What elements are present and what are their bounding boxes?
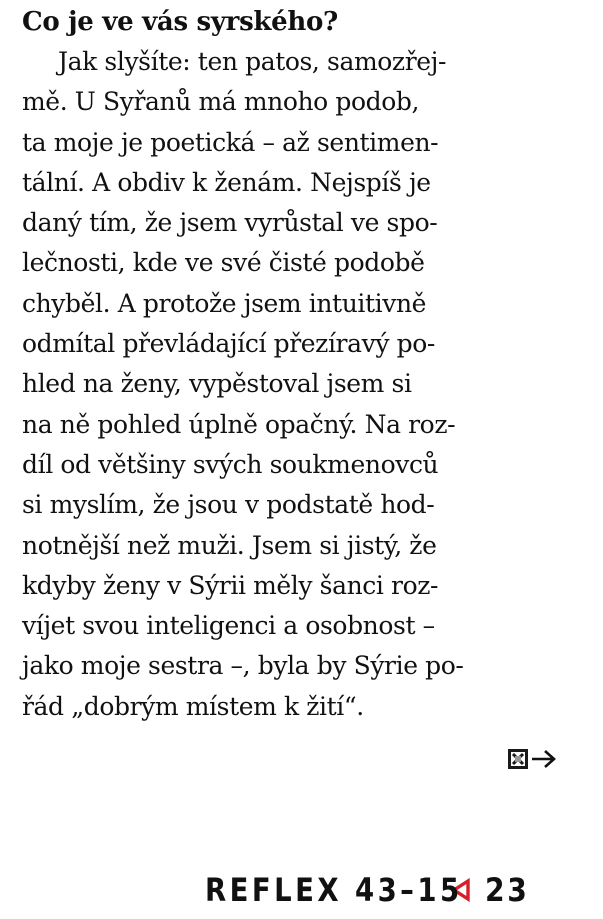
- text-line: víjet svou inteligenci a osobnost –: [22, 611, 435, 641]
- text-line: chyběl. A protože jsem intuitivně: [22, 288, 427, 318]
- text-line: hled na ženy, vypěstoval jsem si: [22, 369, 412, 399]
- text-line: ta moje je poetická – až sentimen-: [22, 127, 439, 157]
- answer-text: [22, 42, 602, 727]
- end-of-article-icon: [507, 748, 529, 770]
- page-number: 23: [485, 871, 530, 909]
- text-line: řád „dobrým místem k žití“.: [22, 691, 364, 721]
- text-line: mě. U Syřanů má mnoho podob,: [22, 87, 420, 117]
- text-line: na ně pohled úplně opačný. Na roz-: [22, 409, 456, 439]
- page-footer: [205, 868, 536, 912]
- text-line: tální. A obdiv k ženám. Nejspíš je: [22, 167, 431, 197]
- arrow-right-icon: [531, 748, 557, 770]
- article-end-marks: [507, 744, 557, 774]
- text-line: kdyby ženy v Sýrii měly šanci roz-: [22, 570, 439, 600]
- text-line: daný tím, že jsem vyrůstal ve spo-: [22, 208, 438, 238]
- text-line: jako moje sestra –, byla by Sýrie po-: [22, 651, 464, 681]
- magazine-issue: REFLEX 43–15: [205, 871, 463, 909]
- text-line: lečnosti, kde ve své čisté podobě: [22, 248, 425, 278]
- text-line: odmítal převládající přezíravý po-: [22, 329, 435, 359]
- text-line: díl od většiny svých soukmenovců: [22, 449, 439, 479]
- text-line: notnější než muži. Jsem si jistý, že: [22, 530, 437, 560]
- text-line: si myslím, že jsou v podstatě hod-: [22, 490, 435, 520]
- question-heading: Co je ve vás syrského?: [22, 7, 338, 37]
- text-line: Jak slyšíte: ten patos, samozřej-: [58, 47, 447, 76]
